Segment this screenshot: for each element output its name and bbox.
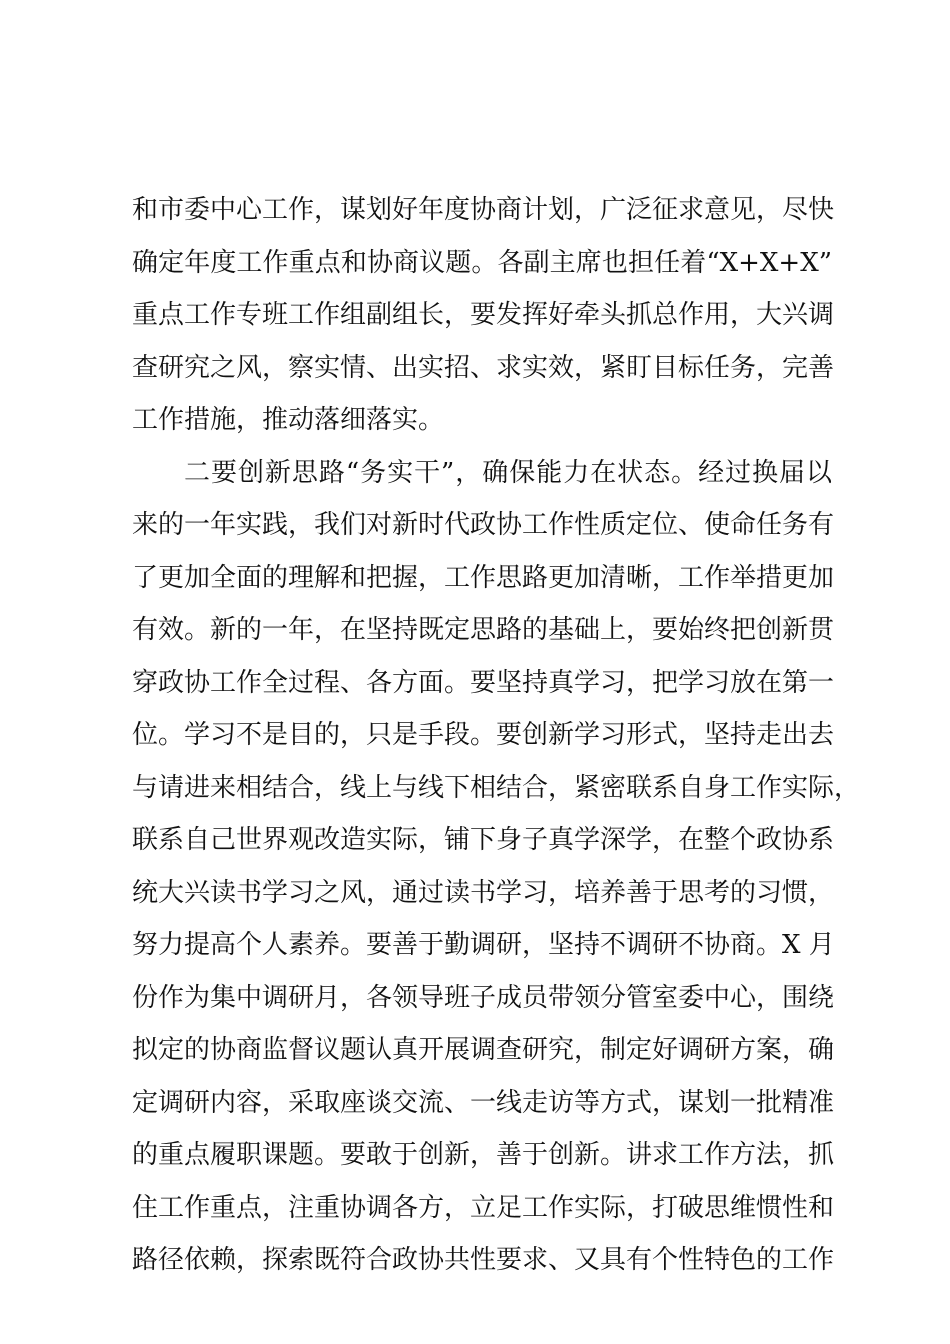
text-line: 重点工作专班工作组副组长，要发挥好牵头抓总作用，大兴调 [132, 300, 835, 330]
text-line: 住工作重点，注重协调各方，立足工作实际，打破思维惯性和 [132, 1192, 835, 1223]
text-line: 统大兴读书学习之风，通过读书学习，培养善于思考的习惯， [132, 877, 835, 908]
paragraph-start-line: 二要创新思路“务实干”，确保能力在状态。经过换届以 [184, 457, 832, 488]
text-line: 查研究之风，察实情、出实招、求实效，紧盯目标任务，完善 [132, 352, 835, 383]
text-line: 了更加全面的理解和把握，工作思路更加清晰，工作举措更加 [132, 562, 835, 593]
text-line: 拟定的协商监督议题认真开展调查研究，制定好调研方案，确 [132, 1035, 835, 1065]
text-line: 来的一年实践，我们对新时代政协工作性质定位、使命任务有 [132, 510, 835, 540]
text-line: 工作措施，推动落细落实。 [132, 405, 445, 435]
document-body [132, 184, 861, 1287]
text-line: 和市委中心工作，谋划好年度协商计划，广泛征求意见，尽快 [132, 195, 835, 225]
text-line: 穿政协工作全过程、各方面。要坚持真学习，把学习放在第一 [132, 667, 835, 698]
text-line: 与请进来相结合，线上与线下相结合，紧密联系自身工作实际， [132, 772, 861, 803]
text-line: 有效。新的一年，在坚持既定思路的基础上，要始终把创新贯 [132, 615, 835, 645]
text-line: 联系自己世界观改造实际，铺下身子真学深学，在整个政协系 [132, 825, 835, 855]
text-line: 努力提高个人素养。要善于勤调研，坚持不调研不协商。X 月 [132, 930, 835, 960]
text-line: 位。学习不是目的，只是手段。要创新学习形式，坚持走出去 [132, 720, 835, 750]
text-line: 确定年度工作重点和协商议题。各副主席也担任着“X+X+X” [132, 247, 832, 278]
text-line: 路径依赖，探索既符合政协共性要求、又具有个性特色的工作 [132, 1245, 835, 1275]
text-line: 份作为集中调研月，各领导班子成员带领分管室委中心，围绕 [132, 982, 835, 1013]
text-line: 定调研内容，采取座谈交流、一线走访等方式，谋划一批精准 [132, 1087, 835, 1118]
text-line: 的重点履职课题。要敢于创新，善于创新。讲求工作方法，抓 [132, 1140, 835, 1170]
